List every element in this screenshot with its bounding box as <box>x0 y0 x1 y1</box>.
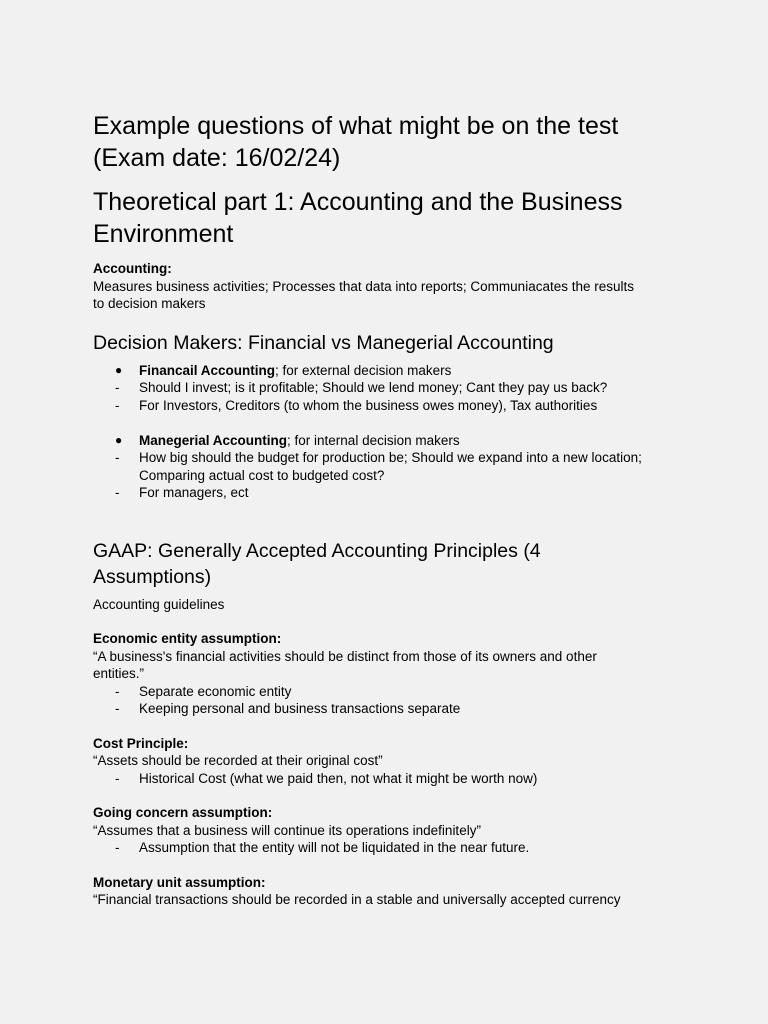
monetary-unit-quote: “Financial transactions should be recorded in a stable and universally accepted currency <box>93 892 621 907</box>
list-item <box>93 449 675 484</box>
financial-accounting-desc: ; for external decision makers <box>275 362 452 378</box>
section-heading-line-2: Environment <box>93 220 234 248</box>
bullet-marker: ● <box>115 362 123 377</box>
bullet-marker: ● <box>115 432 123 447</box>
dash-marker: - <box>115 770 120 786</box>
accounting-text-line-2: to decision makers <box>93 296 206 311</box>
monetary-unit-section <box>93 874 675 909</box>
monetary-unit-label: Monetary unit assumption: <box>93 874 266 890</box>
dash-marker: - <box>115 701 120 716</box>
dash-marker: - <box>115 450 120 465</box>
list-item-financial-accounting <box>93 362 675 380</box>
list-item-text: Assumption that the entity will not be liquidated in the near future. <box>139 840 530 855</box>
going-concern-quote: “Assumes that a business will continue its operations indefinitely” <box>93 822 481 838</box>
list-item <box>93 397 675 415</box>
financial-accounting-list <box>93 362 675 415</box>
accounting-label: Accounting: <box>93 261 172 276</box>
going-concern-section <box>93 804 675 857</box>
economic-entity-quote <box>93 648 675 683</box>
economic-entity-label: Economic entity assumption: <box>93 631 282 646</box>
list-item-text-line-1: How big should the budget for production be; Should we expand into a new location; <box>139 450 642 465</box>
list-item-text: For Investors, Creditors (to whom the business owes money), Tax authorities <box>139 397 598 413</box>
list-item-managerial-accounting <box>93 432 675 450</box>
accounting-text <box>93 278 675 313</box>
cost-principle-list <box>93 770 675 788</box>
cost-principle-quote: “Assets should be recorded at their original cost” <box>93 753 383 768</box>
economic-entity-quote-line-1: “A business's financial activities should be distinct from those of its owners and other <box>93 648 597 664</box>
document-title <box>93 0 675 174</box>
economic-entity-section <box>93 630 675 718</box>
cost-principle-section <box>93 735 675 788</box>
dash-marker: - <box>115 397 120 413</box>
spacer <box>93 414 675 432</box>
gaap-heading <box>93 538 675 590</box>
section-heading-line-1: Theoretical part 1: Accounting and the Business <box>93 188 623 216</box>
managerial-accounting-term: Manegerial Accounting <box>139 432 288 448</box>
going-concern-label: Going concern assumption: <box>93 805 273 820</box>
list-item-text: Historical Cost (what we paid then, not what it might be worth now) <box>139 770 538 786</box>
gaap-intro: Accounting guidelines <box>93 596 225 612</box>
document-title-line-1: Example questions of what might be on the test <box>93 112 619 140</box>
decision-makers-heading: Decision Makers: Financial vs Manegerial Accounting <box>93 331 554 354</box>
accounting-definition <box>93 260 675 313</box>
list-item-text: Keeping personal and business transactions separate <box>139 701 461 716</box>
list-item <box>93 484 675 502</box>
list-item <box>93 700 675 718</box>
list-item <box>93 839 675 857</box>
dash-marker: - <box>115 683 120 699</box>
cost-principle-label: Cost Principle: <box>93 735 189 751</box>
list-item-text: Separate economic entity <box>139 683 292 699</box>
list-item-text-line-2: Comparing actual cost to budgeted cost? <box>139 467 385 483</box>
managerial-accounting-desc: ; for internal decision makers <box>287 432 460 448</box>
financial-accounting-term: Financail Accounting <box>139 362 276 378</box>
dash-marker: - <box>115 380 120 395</box>
list-item <box>93 683 675 701</box>
section-heading-theoretical-part-1 <box>93 186 675 250</box>
economic-entity-list <box>93 683 675 718</box>
document-title-line-2: (Exam date: 16/02/24) <box>93 144 341 172</box>
accounting-text-line-1: Measures business activities; Processes that data into reports; Communiacates the results <box>93 278 634 294</box>
list-item-text: For managers, ect <box>139 485 249 500</box>
dash-marker: - <box>115 485 120 500</box>
list-item <box>93 770 675 788</box>
managerial-accounting-list <box>93 432 675 502</box>
economic-entity-quote-line-2: entities.” <box>93 666 145 681</box>
going-concern-list <box>93 839 675 857</box>
gaap-heading-line-1: GAAP: Generally Accepted Accounting Principles (4 <box>93 539 541 562</box>
list-item-text: Should I invest; is it profitable; Should we lend money; Cant they pay us back? <box>139 380 608 395</box>
gaap-heading-line-2: Assumptions) <box>93 565 212 588</box>
list-item <box>93 379 675 397</box>
dash-marker: - <box>115 840 120 855</box>
